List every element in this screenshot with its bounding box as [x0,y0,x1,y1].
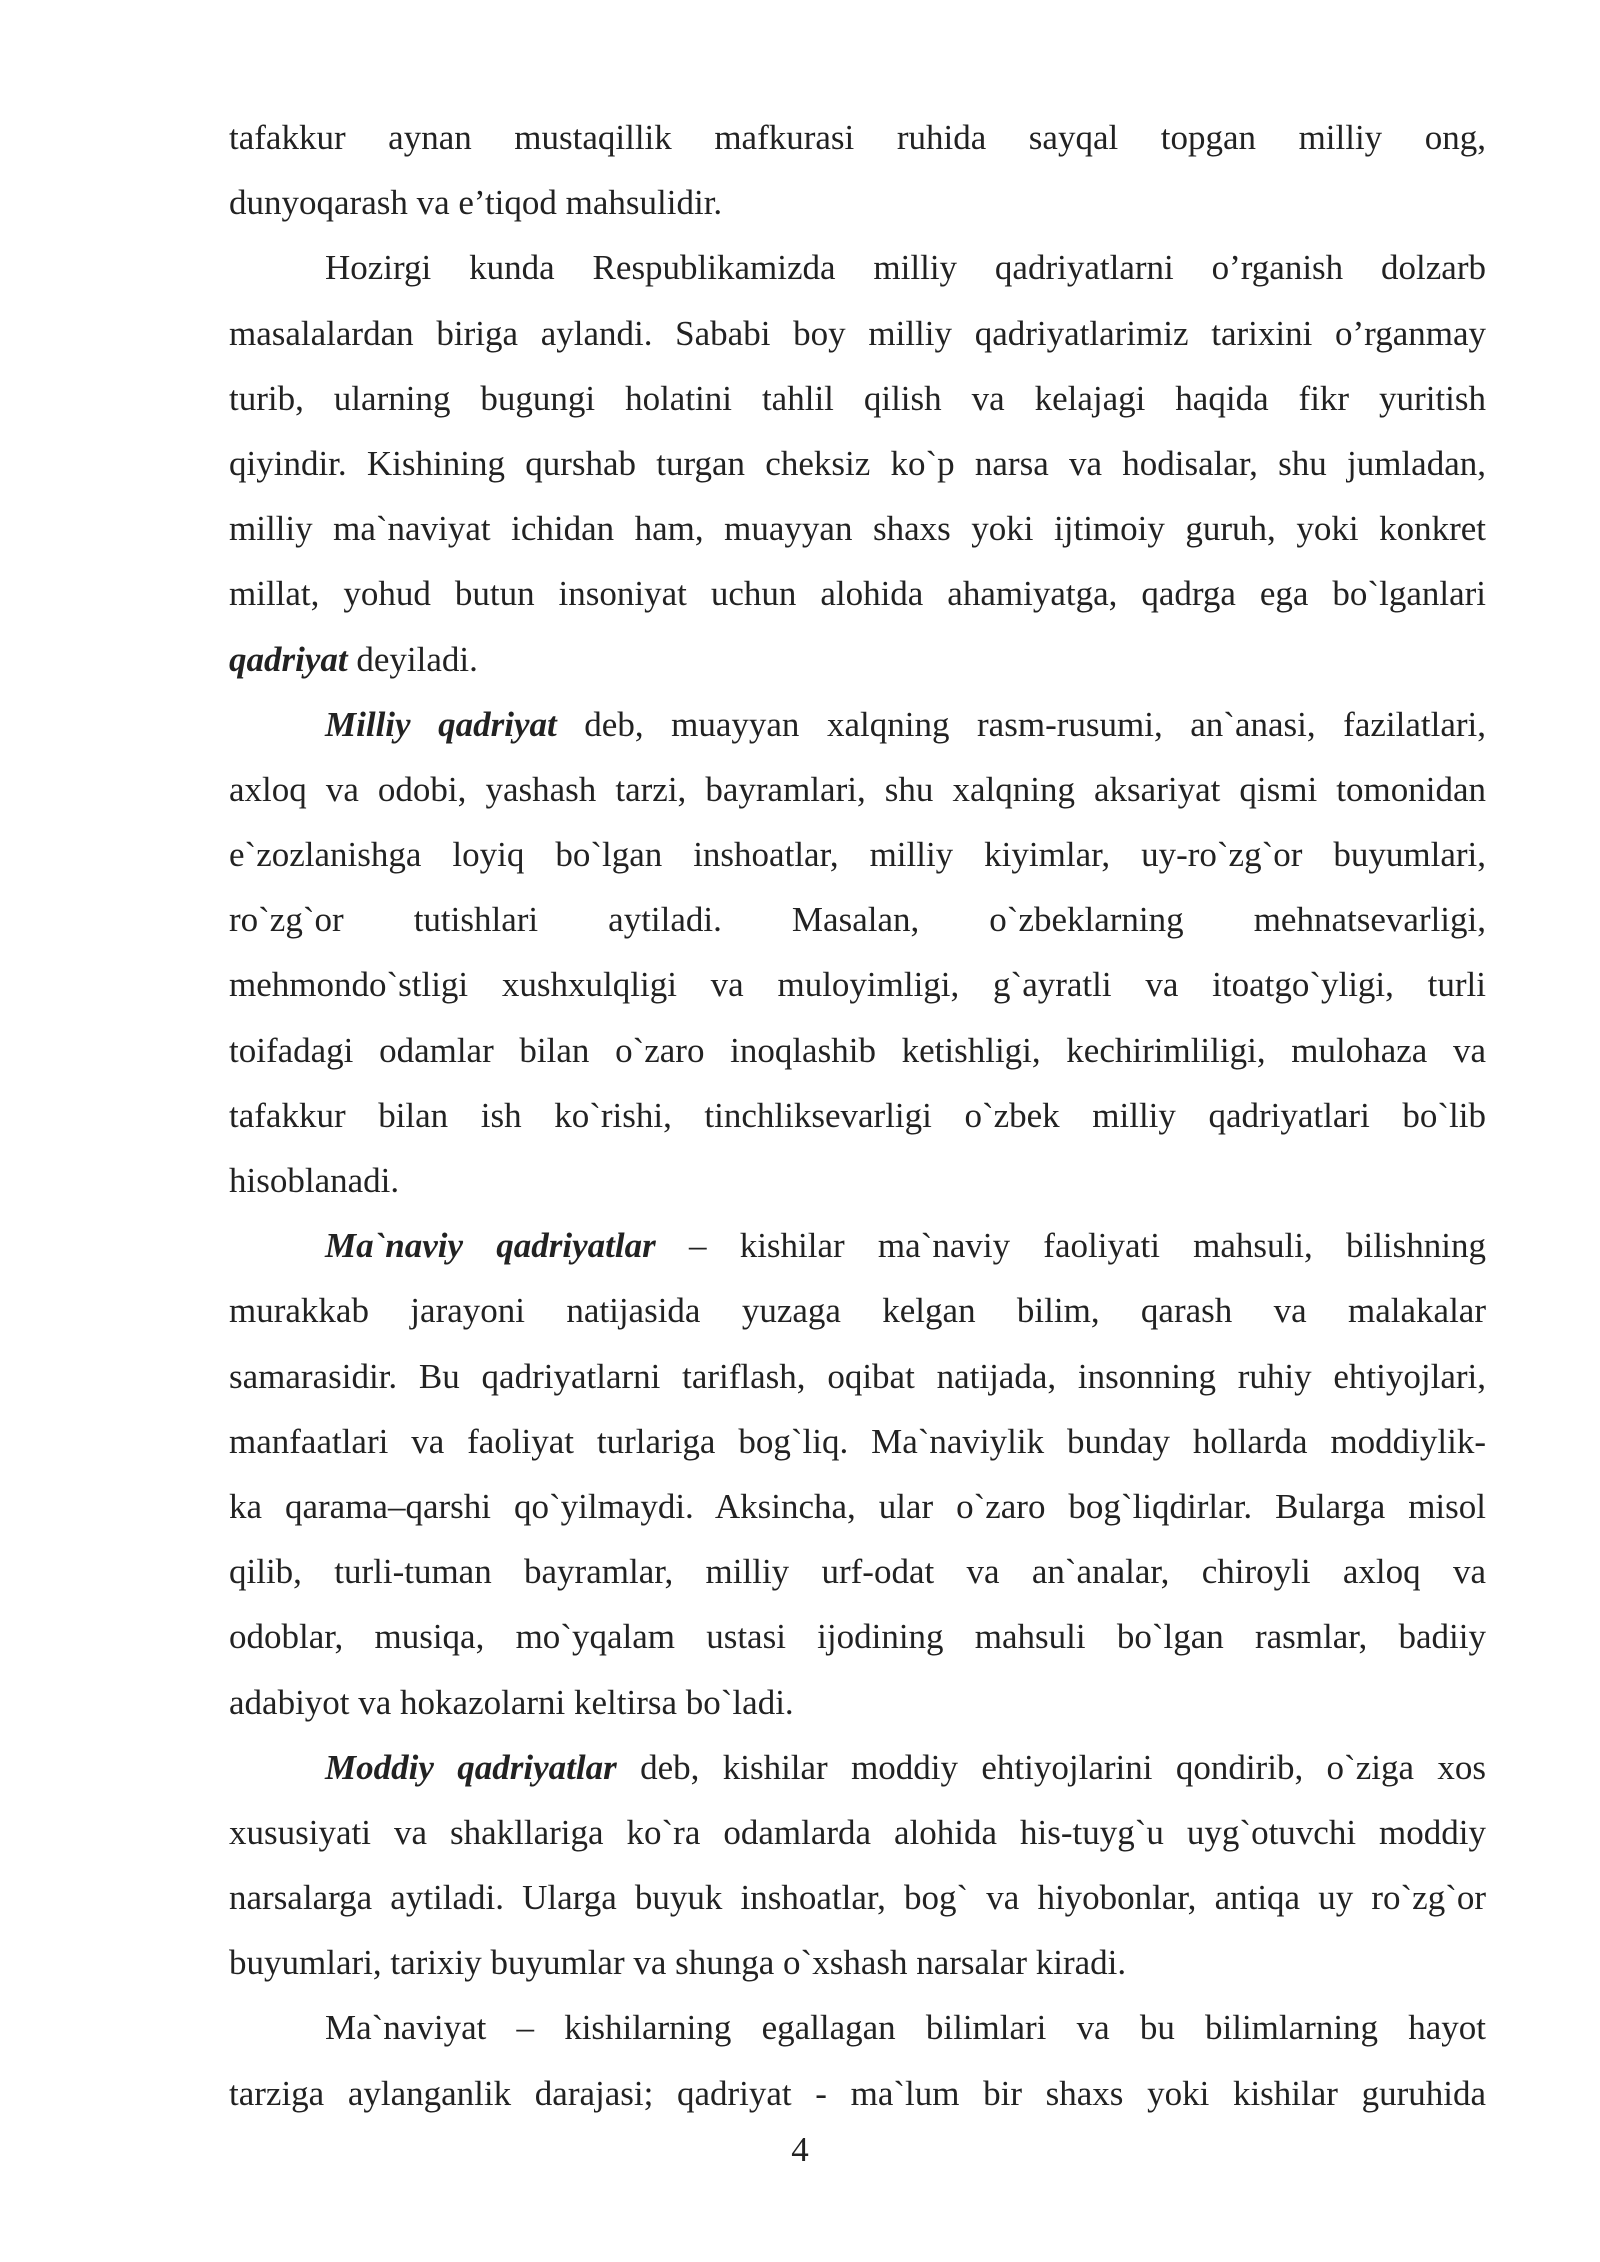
paragraph [229,1219,1486,1741]
text-run: – kishilar ma`naviy faoliyati mahsuli, bilishning [655,1226,1486,1266]
text-line [229,567,1486,632]
text-line [229,1936,1486,2001]
text-run: deb, kishilar moddiy ehtiyojlarini qondirib, o`ziga xos [616,1747,1486,1787]
text-line [229,698,1486,763]
text-run: Hozirgi kunda Respublikamizda milliy qadriyatlarni o’rganish dolzarb [325,248,1486,288]
text-line [229,1610,1486,1675]
text-line [229,1284,1486,1349]
text-run: masalalardan biriga aylandi. Sababi boy milliy qadriyatlarimiz tarixini o’rganmay [229,313,1486,353]
page-number: 4 [791,2130,809,2169]
body-text [229,111,1486,2132]
text-run: tafakkur bilan ish ko`rishi, tinchliksevarligi o`zbek milliy qadriyatlari bo`lib [229,1095,1486,1135]
text-run: buyumlari, tarixiy buyumlar va shunga o`xshash narsalar kiradi. [229,1943,1127,1983]
text-line [229,1024,1486,1089]
text-line [229,1806,1486,1871]
text-line [229,111,1486,176]
paragraph [229,111,1486,241]
text-line [229,1350,1486,1415]
text-line [229,893,1486,958]
text-run: qiyindir. Kishining qurshab turgan cheksiz ko`p narsa va hodisalar, shu jumladan, [229,443,1486,483]
text-line [229,1741,1486,1806]
text-line [229,307,1486,372]
text-line [229,958,1486,1023]
text-run: millat, yohud butun insoniyat uchun alohida ahamiyatga, qadrga ega bo`lganlari [229,574,1486,614]
text-run: ro`zg`or tutishlari aytiladi. Masalan, o`zbeklarning mehnatsevarligi, [229,900,1486,940]
text-run: ka qarama–qarshi qo`yilmaydi. Aksincha, ular o`zaro bog`liqdirlar. Bularga misol [229,1486,1486,1526]
text-line [229,1219,1486,1284]
text-run: qilib, turli-tuman bayramlar, milliy urf-odat va an`analar, chiroyli axloq va [229,1552,1486,1592]
text-line [229,763,1486,828]
text-line [229,437,1486,502]
term-emphasis: Milliy qadriyat [325,704,557,744]
text-run: mehmondo`stligi xushxulqligi va muloyimligi, g`ayratli va itoatgo`yligi, turli [229,965,1486,1005]
paragraph [229,2001,1486,2131]
text-line [229,1154,1486,1219]
text-line [229,176,1486,241]
text-line [229,372,1486,437]
text-run: axloq va odobi, yashash tarzi, bayramlari, shu xalqning aksariyat qismi tomonidan [229,769,1486,809]
term-emphasis: Moddiy qadriyatlar [325,1747,617,1787]
text-run: milliy ma`naviyat ichidan ham, muayyan shaxs yoki ijtimoiy guruh, yoki konkret [229,509,1486,549]
term-emphasis: qadriyat [229,639,348,679]
text-run: tarziga aylanganlik darajasi; qadriyat - ma`lum bir shaxs yoki kishilar guruhida [229,2073,1486,2113]
paragraph [229,1741,1486,2002]
text-line [229,1480,1486,1545]
text-run: Ma`naviyat – kishilarning egallagan bilimlari va bu bilimlarning hayot [325,2008,1486,2048]
text-line [229,502,1486,567]
text-run: dunyoqarash va e’tiqod mahsulidir. [229,183,723,223]
text-run: murakkab jarayoni natijasida yuzaga kelgan bilim, qarash va malakalar [229,1291,1486,1331]
text-line [229,828,1486,893]
paragraph [229,698,1486,1220]
text-run: toifadagi odamlar bilan o`zaro inoqlashib ketishligi, kechirimliligi, mulohaza va [229,1030,1486,1070]
text-run: narsalarga aytiladi. Ularga buyuk inshoatlar, bog` va hiyobonlar, antiqa uy ro`zg`or [229,1878,1486,1918]
text-run: deb, muayyan xalqning rasm-rusumi, an`anasi, fazilatlari, [556,704,1486,744]
term-emphasis: Ma`naviy qadriyatlar [325,1226,656,1266]
text-run: tafakkur aynan mustaqillik mafkurasi ruhida sayqal topgan milliy ong, [229,118,1486,157]
text-line [229,1089,1486,1154]
text-run: hisoblanadi. [229,1161,400,1200]
text-run: xususiyati va shakllariga ko`ra odamlarda alohida his-tuyg`u uyg`otuvchi moddiy [229,1812,1486,1852]
text-line [229,1415,1486,1480]
text-line [229,1676,1486,1741]
text-line [229,2001,1486,2066]
text-run: samarasidir. Bu qadriyatlarni tariflash, oqibat natijada, insonning ruhiy ehtiyojlari, [229,1356,1486,1396]
text-run: adabiyot va hokazolarni keltirsa bo`ladi. [229,1682,794,1722]
text-line [229,633,1486,698]
text-run: e`zozlanishga loyiq bo`lgan inshoatlar, milliy kiyimlar, uy-ro`zg`or buyumlari, [229,835,1486,875]
text-run: turib, ularning bugungi holatini tahlil qilish va kelajagi haqida fikr yuritish [229,378,1486,418]
text-line [229,1871,1486,1936]
text-line [229,1545,1486,1610]
text-run: manfaatlari va faoliyat turlariga bog`liq. Ma`naviylik bunday hollarda moddiylik- [229,1421,1486,1461]
paragraph [229,241,1486,697]
text-run: odoblar, musiqa, mo`yqalam ustasi ijodining mahsuli bo`lgan rasmlar, badiiy [229,1617,1486,1657]
text-run: deyiladi. [347,639,478,679]
text-line [229,241,1486,306]
